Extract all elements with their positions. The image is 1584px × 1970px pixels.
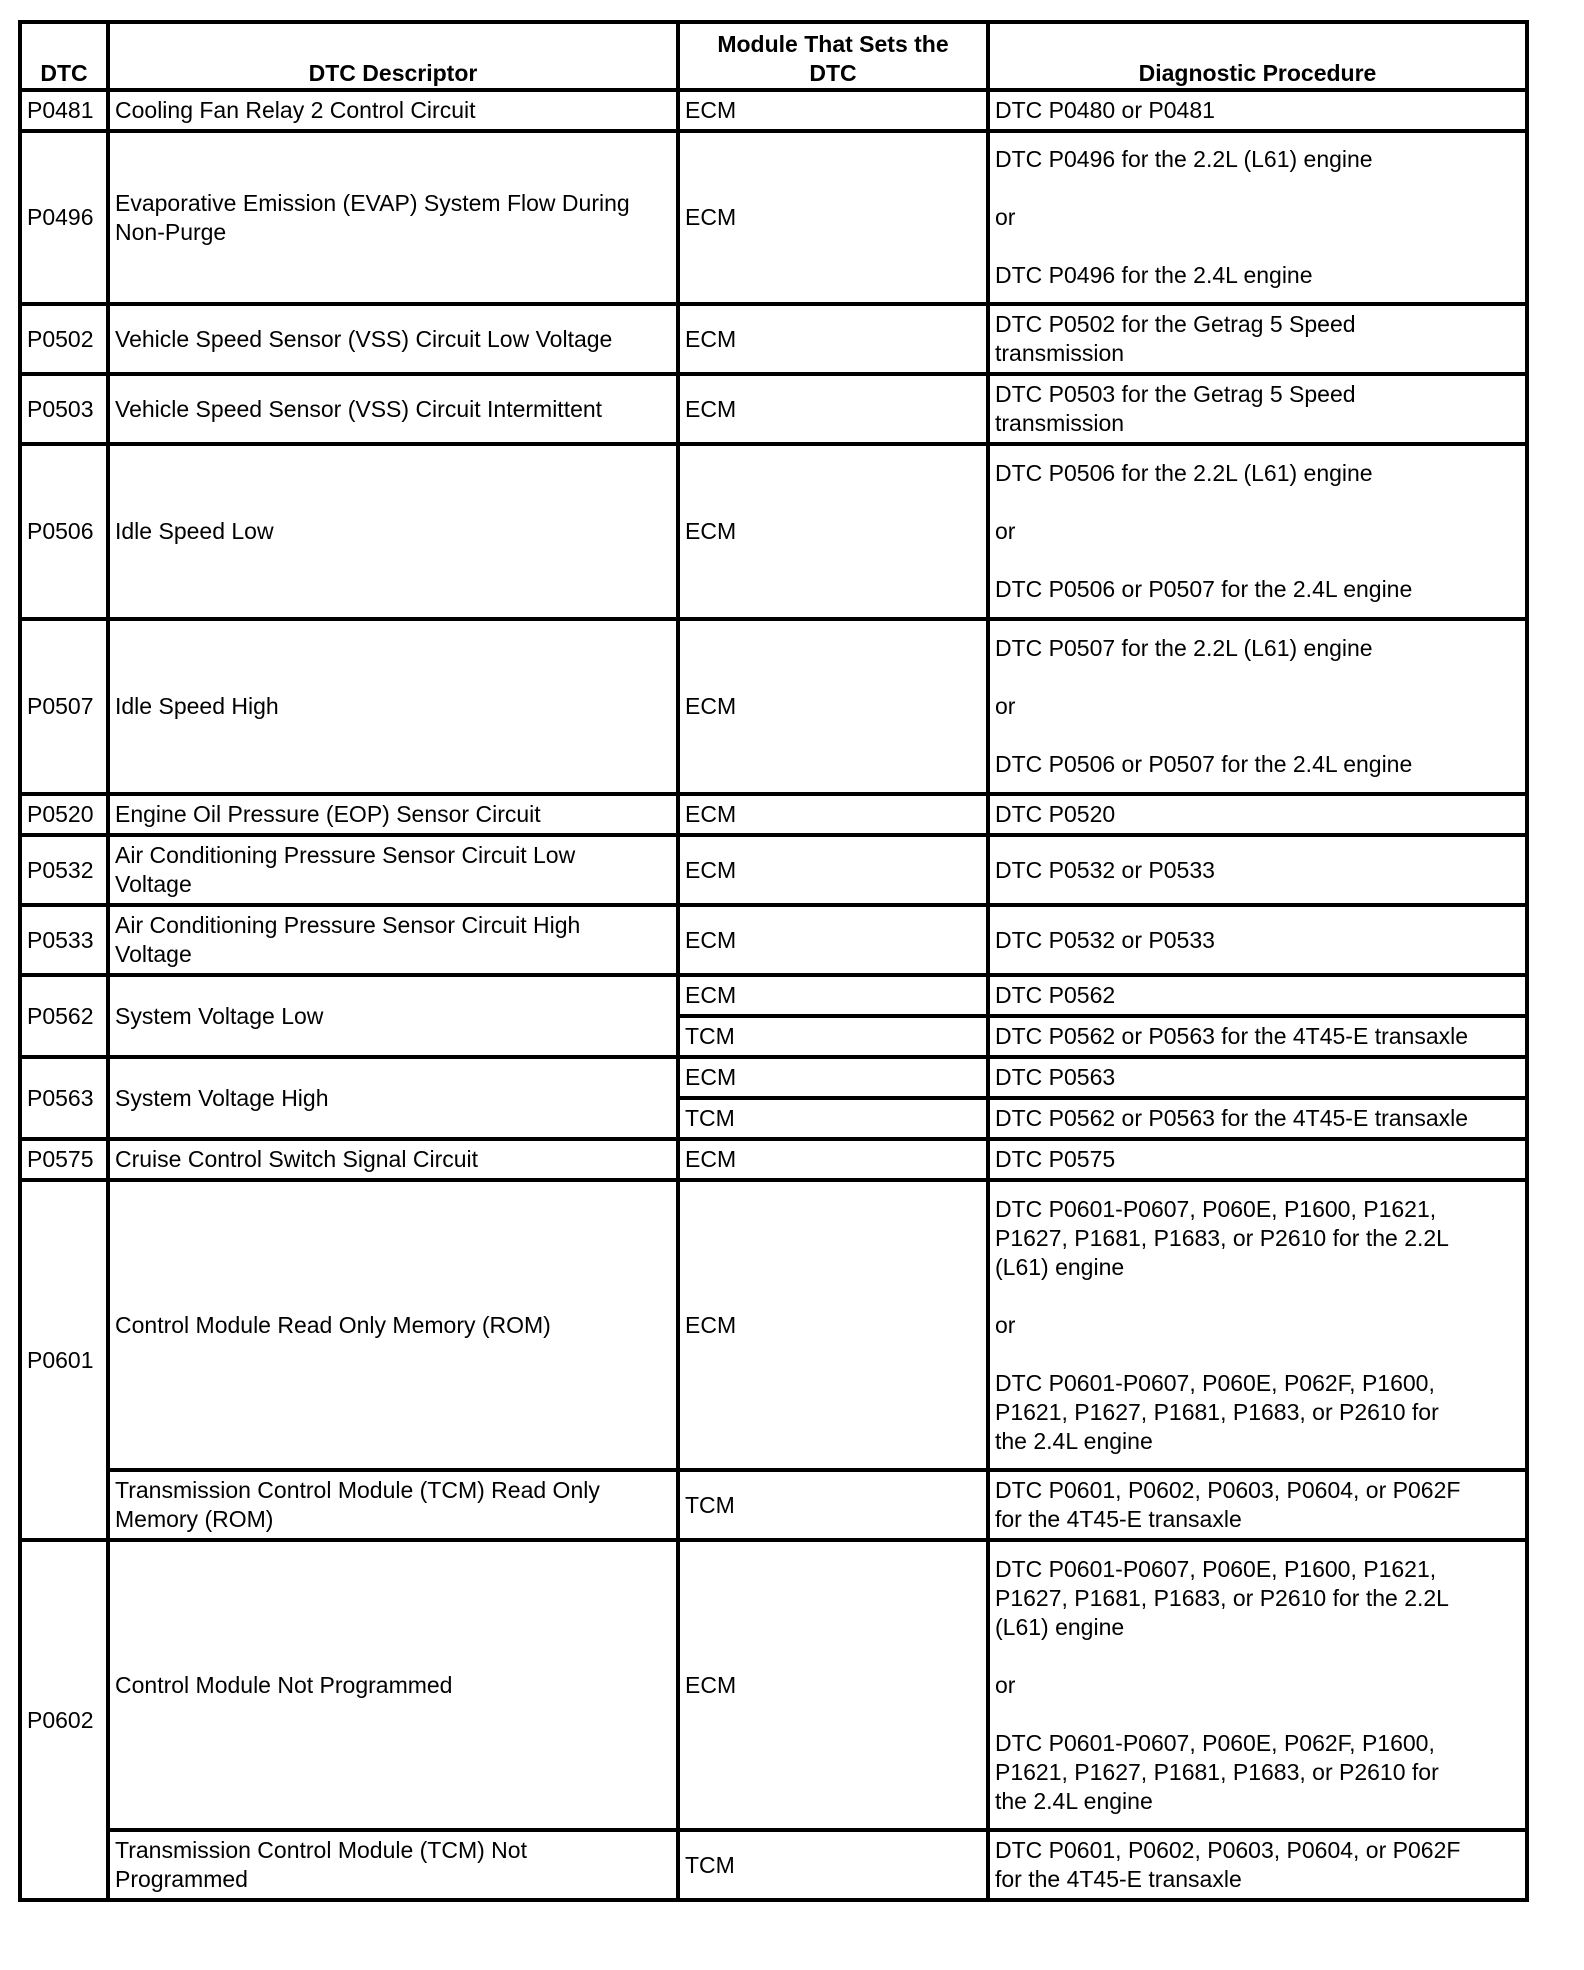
dtc-code: P0506 xyxy=(20,444,108,619)
procedure-line: or xyxy=(995,693,1016,719)
descriptor-line: Vehicle Speed Sensor (VSS) Circuit Intermittent xyxy=(115,395,603,422)
procedure-line: DTC P0480 or P0481 xyxy=(995,97,1215,123)
procedure-line: transmission xyxy=(995,340,1125,366)
procedure xyxy=(988,905,1527,975)
module: ECM xyxy=(678,374,988,444)
table-row xyxy=(20,1057,1527,1098)
dtc-code: P0532 xyxy=(20,835,108,905)
procedure-line: DTC P0601, P0602, P0603, P0604, or P062F xyxy=(995,1837,1461,1863)
procedure xyxy=(988,444,1527,619)
module: TCM xyxy=(678,1016,988,1057)
procedure-line: DTC P0601-P0607, P060E, P1600, P1621, xyxy=(995,1195,1437,1222)
descriptor-line: System Voltage Low xyxy=(115,1002,324,1029)
procedure xyxy=(988,1057,1527,1098)
dtc-descriptor xyxy=(108,619,678,794)
procedure-line: DTC P0575 xyxy=(995,1146,1116,1172)
dtc-code: P0507 xyxy=(20,619,108,794)
descriptor-line: Idle Speed Low xyxy=(115,518,274,544)
module: ECM xyxy=(678,1180,988,1470)
table-row xyxy=(20,90,1527,131)
descriptor-line: Air Conditioning Pressure Sensor Circuit High xyxy=(115,912,581,938)
module: ECM xyxy=(678,90,988,131)
dtc-descriptor xyxy=(108,90,678,131)
table-row xyxy=(20,1540,1527,1830)
procedure xyxy=(988,304,1527,374)
descriptor-line: Cooling Fan Relay 2 Control Circuit xyxy=(115,97,476,123)
dtc-code: P0481 xyxy=(20,90,108,131)
descriptor-line: Programmed xyxy=(115,1866,248,1892)
dtc-descriptor xyxy=(108,374,678,444)
procedure-line: DTC P0601, P0602, P0603, P0604, or P062F xyxy=(995,1477,1461,1503)
procedure-line: the 2.4L engine xyxy=(995,1427,1153,1454)
procedure xyxy=(988,975,1527,1016)
module: ECM xyxy=(678,619,988,794)
descriptor-line: Voltage xyxy=(115,871,192,897)
dtc-descriptor xyxy=(108,1057,678,1139)
dtc-descriptor xyxy=(108,835,678,905)
table-row xyxy=(20,1470,1527,1540)
procedure-line: P1627, P1681, P1683, or P2610 for the 2.2L xyxy=(995,1224,1449,1251)
descriptor-line: Control Module Read Only Memory (ROM) xyxy=(115,1311,551,1338)
dtc-code: P0503 xyxy=(20,374,108,444)
dtc-code: P0563 xyxy=(20,1057,108,1139)
dtc-descriptor xyxy=(108,1180,678,1470)
dtc-code: P0601 xyxy=(20,1180,108,1540)
procedure-line: or xyxy=(995,1671,1016,1698)
descriptor-line: Vehicle Speed Sensor (VSS) Circuit Low Voltage xyxy=(115,325,613,352)
descriptor-line: Control Module Not Programmed xyxy=(115,1671,453,1698)
module: ECM xyxy=(678,905,988,975)
table-row xyxy=(20,794,1527,835)
descriptor-line: Voltage xyxy=(115,941,192,967)
table-row xyxy=(20,131,1527,304)
module: ECM xyxy=(678,835,988,905)
procedure xyxy=(988,1540,1527,1830)
dtc-code: P0562 xyxy=(20,975,108,1057)
descriptor-line: System Voltage High xyxy=(115,1084,329,1111)
procedure-line: for the 4T45-E transaxle xyxy=(995,1506,1242,1532)
dtc-descriptor xyxy=(108,131,678,304)
procedure xyxy=(988,1139,1527,1180)
module: ECM xyxy=(678,444,988,619)
dtc-descriptor xyxy=(108,794,678,835)
table-row xyxy=(20,374,1527,444)
procedure-line: DTC P0496 for the 2.4L engine xyxy=(995,262,1313,288)
procedure-line: or xyxy=(995,518,1016,544)
procedure-line: DTC P0507 for the 2.2L (L61) engine xyxy=(995,635,1373,661)
dtc-table xyxy=(18,20,1529,1902)
dtc-code: P0496 xyxy=(20,131,108,304)
procedure-line: P1621, P1627, P1681, P1683, or P2610 for xyxy=(995,1758,1439,1785)
table-row xyxy=(20,1180,1527,1470)
dtc-code: P0602 xyxy=(20,1540,108,1900)
procedure-line: DTC P0601-P0607, P060E, P062F, P1600, xyxy=(995,1369,1435,1396)
procedure-line: DTC P0562 or P0563 for the 4T45-E transaxle xyxy=(995,1023,1469,1049)
table-row xyxy=(20,444,1527,619)
procedure-line: DTC P0506 or P0507 for the 2.4L engine xyxy=(995,576,1413,602)
procedure xyxy=(988,835,1527,905)
table-row xyxy=(20,619,1527,794)
module: ECM xyxy=(678,794,988,835)
module: TCM xyxy=(678,1470,988,1540)
table-row xyxy=(20,905,1527,975)
dtc-descriptor xyxy=(108,975,678,1057)
header-descriptor: DTC Descriptor xyxy=(108,22,678,90)
dtc-code: P0502 xyxy=(20,304,108,374)
procedure-line: the 2.4L engine xyxy=(995,1787,1153,1814)
module: ECM xyxy=(678,1139,988,1180)
descriptor-line: Evaporative Emission (EVAP) System Flow During xyxy=(115,189,630,216)
table-row xyxy=(20,1830,1527,1900)
procedure-line: DTC P0562 xyxy=(995,982,1116,1008)
header-row xyxy=(20,22,1527,90)
procedure-line: DTC P0532 or P0533 xyxy=(995,856,1215,883)
procedure xyxy=(988,1830,1527,1900)
descriptor-line: Transmission Control Module (TCM) Read Only xyxy=(115,1477,600,1503)
procedure-line: for the 4T45-E transaxle xyxy=(995,1866,1242,1892)
procedure xyxy=(988,1180,1527,1470)
descriptor-line: Transmission Control Module (TCM) Not xyxy=(115,1837,527,1863)
procedure xyxy=(988,619,1527,794)
descriptor-line: Cruise Control Switch Signal Circuit xyxy=(115,1146,479,1172)
procedure xyxy=(988,1016,1527,1057)
table-row xyxy=(20,1139,1527,1180)
dtc-descriptor xyxy=(108,1540,678,1830)
procedure-line: DTC P0601-P0607, P060E, P062F, P1600, xyxy=(995,1729,1435,1756)
header-dtc: DTC xyxy=(20,22,108,90)
procedure-line: (L61) engine xyxy=(995,1253,1125,1280)
procedure-line: DTC P0532 or P0533 xyxy=(995,926,1215,953)
dtc-descriptor xyxy=(108,304,678,374)
header-module-line: DTC xyxy=(809,60,857,86)
dtc-descriptor xyxy=(108,1470,678,1540)
procedure xyxy=(988,1470,1527,1540)
module: ECM xyxy=(678,1057,988,1098)
procedure-line: DTC P0562 or P0563 for the 4T45-E transaxle xyxy=(995,1105,1469,1131)
procedure-line: (L61) engine xyxy=(995,1613,1125,1640)
procedure xyxy=(988,794,1527,835)
dtc-code: P0520 xyxy=(20,794,108,835)
dtc-descriptor xyxy=(108,444,678,619)
dtc-descriptor xyxy=(108,905,678,975)
procedure-line: or xyxy=(995,1311,1016,1338)
descriptor-line: Idle Speed High xyxy=(115,693,279,719)
module: TCM xyxy=(678,1830,988,1900)
module: TCM xyxy=(678,1098,988,1139)
procedure xyxy=(988,1098,1527,1139)
module: ECM xyxy=(678,1540,988,1830)
header-module-line: Module That Sets the xyxy=(717,31,949,57)
procedure xyxy=(988,131,1527,304)
dtc-code: P0533 xyxy=(20,905,108,975)
header-module xyxy=(678,22,988,90)
descriptor-line: Non-Purge xyxy=(115,218,227,245)
table-row xyxy=(20,304,1527,374)
procedure xyxy=(988,374,1527,444)
procedure-line: transmission xyxy=(995,410,1125,436)
table-row xyxy=(20,835,1527,905)
module: ECM xyxy=(678,975,988,1016)
module: ECM xyxy=(678,131,988,304)
dtc-descriptor xyxy=(108,1830,678,1900)
header-procedure: Diagnostic Procedure xyxy=(988,22,1527,90)
procedure-line: DTC P0506 or P0507 for the 2.4L engine xyxy=(995,751,1413,777)
descriptor-line: Engine Oil Pressure (EOP) Sensor Circuit xyxy=(115,801,541,827)
procedure-line: or xyxy=(995,204,1016,230)
descriptor-line: Memory (ROM) xyxy=(115,1506,274,1532)
module: ECM xyxy=(678,304,988,374)
procedure xyxy=(988,90,1527,131)
dtc-descriptor xyxy=(108,1139,678,1180)
procedure-line: P1621, P1627, P1681, P1683, or P2610 for xyxy=(995,1398,1439,1425)
procedure-line: DTC P0601-P0607, P060E, P1600, P1621, xyxy=(995,1555,1437,1582)
dtc-code: P0575 xyxy=(20,1139,108,1180)
procedure-line: DTC P0496 for the 2.2L (L61) engine xyxy=(995,146,1373,172)
descriptor-line: Air Conditioning Pressure Sensor Circuit Low xyxy=(115,842,576,868)
procedure-line: DTC P0503 for the Getrag 5 Speed xyxy=(995,381,1356,407)
procedure-line: DTC P0563 xyxy=(995,1064,1116,1090)
procedure-line: DTC P0506 for the 2.2L (L61) engine xyxy=(995,460,1373,486)
procedure-line: DTC P0520 xyxy=(995,801,1116,827)
table-row xyxy=(20,975,1527,1016)
procedure-line: DTC P0502 for the Getrag 5 Speed xyxy=(995,311,1356,337)
procedure-line: P1627, P1681, P1683, or P2610 for the 2.2L xyxy=(995,1584,1449,1611)
